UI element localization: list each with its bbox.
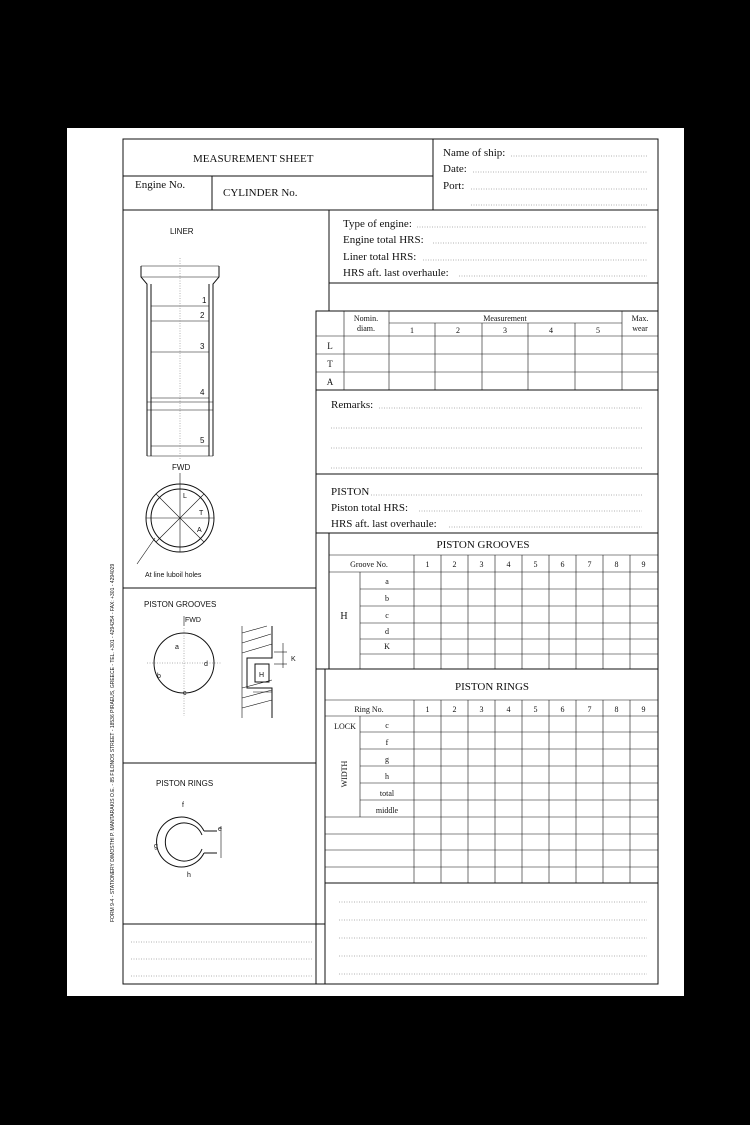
grooves-circle [147, 616, 221, 716]
piston-rings-table [325, 669, 658, 883]
meas-col-2: 2 [456, 326, 460, 335]
ring-row-f: f [385, 738, 389, 747]
sheet-title: MEASUREMENT SHEET [193, 153, 314, 165]
liner-fwd-label: FWD [172, 463, 191, 472]
engine-no-label: Engine No. [135, 179, 186, 191]
wear-header: wear [632, 324, 648, 333]
ring-width-label: WIDTH [340, 760, 349, 788]
ring-no-header: Ring No. [354, 705, 384, 714]
liner-mark-4: 4 [200, 388, 205, 397]
grooves-b-label: b [157, 673, 161, 680]
ring-e-label: e [218, 826, 222, 833]
groove-col-5: 5 [533, 560, 538, 569]
piston-hrs-overhaul-label: HRS aft. last overhaule: [331, 518, 437, 530]
row-a: A [326, 377, 334, 387]
measurement-header: Measurement [483, 314, 527, 323]
piston-rings-title: PISTON RINGS [454, 681, 530, 693]
liner-title: LINER [170, 227, 194, 236]
groove-col-6: 6 [560, 560, 565, 569]
groove-col-2: 2 [452, 560, 457, 569]
groove-col-3: 3 [479, 560, 484, 569]
ring-row-middle: middle [375, 806, 399, 815]
ring-f-label: f [182, 802, 184, 809]
liner-mark-2: 2 [200, 311, 205, 320]
ring-row-g: g [385, 755, 389, 764]
liner-caption: At line luboil holes [145, 572, 202, 579]
groove-col-4: 4 [506, 560, 511, 569]
ring-col-3: 3 [479, 705, 484, 714]
measurement-sheet [67, 128, 684, 996]
nomin-header: Nomin. [353, 314, 379, 323]
rings-diagram-title: PISTON RINGS [156, 779, 214, 788]
groove-col-8: 8 [614, 560, 619, 569]
groove-h-dimension: H [259, 672, 265, 679]
groove-h-label: H [340, 611, 348, 622]
grooves-c-label: c [183, 690, 187, 697]
groove-row-b: b [385, 594, 389, 603]
ring-g-label: g [154, 843, 158, 850]
side-print-info: FORM 9-4 - STATIONERY DIMOSTHI P. MANTARAKIS O.E. - 85 FILONOS STREET - 18536 PIRAEUS, GREECE - TEL. +301 - 4294254 - FAX: +301 - 4294029 [110, 563, 116, 922]
bottom-left-notes-lines[interactable] [131, 942, 313, 976]
groove-col-headers [426, 560, 646, 569]
meas-col-3: 3 [503, 326, 507, 335]
row-l: L [327, 341, 333, 351]
groove-row-k: K [384, 642, 390, 651]
ring-row-total: total [379, 789, 395, 798]
groove-col-1: 1 [425, 560, 430, 569]
ring-lock-label: LOCK [334, 722, 356, 731]
ring-col-6: 6 [560, 705, 565, 714]
engine-total-hrs-label: Engine total HRS: [343, 234, 424, 246]
meas-col-1: 1 [410, 326, 414, 335]
liner-total-hrs-label: Liner total HRS: [343, 251, 417, 263]
liner-mark-3: 3 [200, 342, 205, 351]
date-label: Date: [443, 163, 467, 175]
ring-row-c: c [385, 721, 389, 730]
type-of-engine-label: Type of engine: [343, 218, 412, 230]
grooves-diagram-title: PISTON GROOVES [144, 600, 217, 609]
ring-col-5: 5 [533, 705, 538, 714]
hrs-overhaul-label: HRS aft. last overhaule: [343, 267, 449, 279]
liner-drawing [141, 258, 219, 460]
ring-col-9: 9 [641, 705, 646, 714]
piston-total-hrs-label: Piston total HRS: [331, 502, 409, 514]
bottom-right-notes-lines[interactable] [339, 902, 647, 974]
ring-col-1: 1 [425, 705, 430, 714]
groove-section-drawing [242, 626, 287, 718]
remarks-lines[interactable] [331, 408, 642, 468]
ring-h-label: h [187, 872, 191, 879]
ring-col-8: 8 [614, 705, 619, 714]
ring-row-h: h [385, 772, 389, 781]
port-label: Port: [443, 180, 465, 192]
liner-mark-5: 5 [200, 436, 205, 445]
diam-header: diam. [357, 324, 375, 333]
ring-col-2: 2 [452, 705, 457, 714]
row-t: T [327, 359, 333, 369]
max-header: Max. [631, 314, 649, 323]
name-of-ship-label: Name of ship: [443, 147, 506, 159]
meas-col-5: 5 [596, 326, 600, 335]
groove-row-d: d [385, 627, 389, 636]
groove-col-7: 7 [587, 560, 592, 569]
liner-t-label: T [199, 510, 204, 517]
groove-row-a: a [385, 577, 389, 586]
piston-label: PISTON [331, 486, 370, 498]
grooves-d-label: d [204, 661, 208, 668]
liner-l-label: L [183, 493, 187, 500]
meas-col-4: 4 [549, 326, 553, 335]
ring-col-7: 7 [587, 705, 592, 714]
grooves-fwd-label: FWD [185, 617, 201, 624]
liner-mark-1: 1 [202, 296, 207, 305]
piston-grooves-table [329, 533, 658, 669]
ring-col-4: 4 [506, 705, 511, 714]
groove-k-dimension: K [291, 656, 296, 663]
groove-col-9: 9 [641, 560, 646, 569]
ring-drawing [157, 817, 221, 867]
liner-cross-section [137, 473, 214, 564]
cylinder-no-label: CYLINDER No. [223, 187, 298, 199]
remarks-label: Remarks: [331, 399, 374, 411]
piston-grooves-title: PISTON GROOVES [436, 539, 530, 551]
grooves-a-label: a [175, 644, 179, 651]
liner-a-label: A [197, 527, 202, 534]
ring-col-headers [426, 705, 646, 714]
groove-no-header: Groove No. [350, 560, 388, 569]
groove-row-c: c [385, 611, 389, 620]
